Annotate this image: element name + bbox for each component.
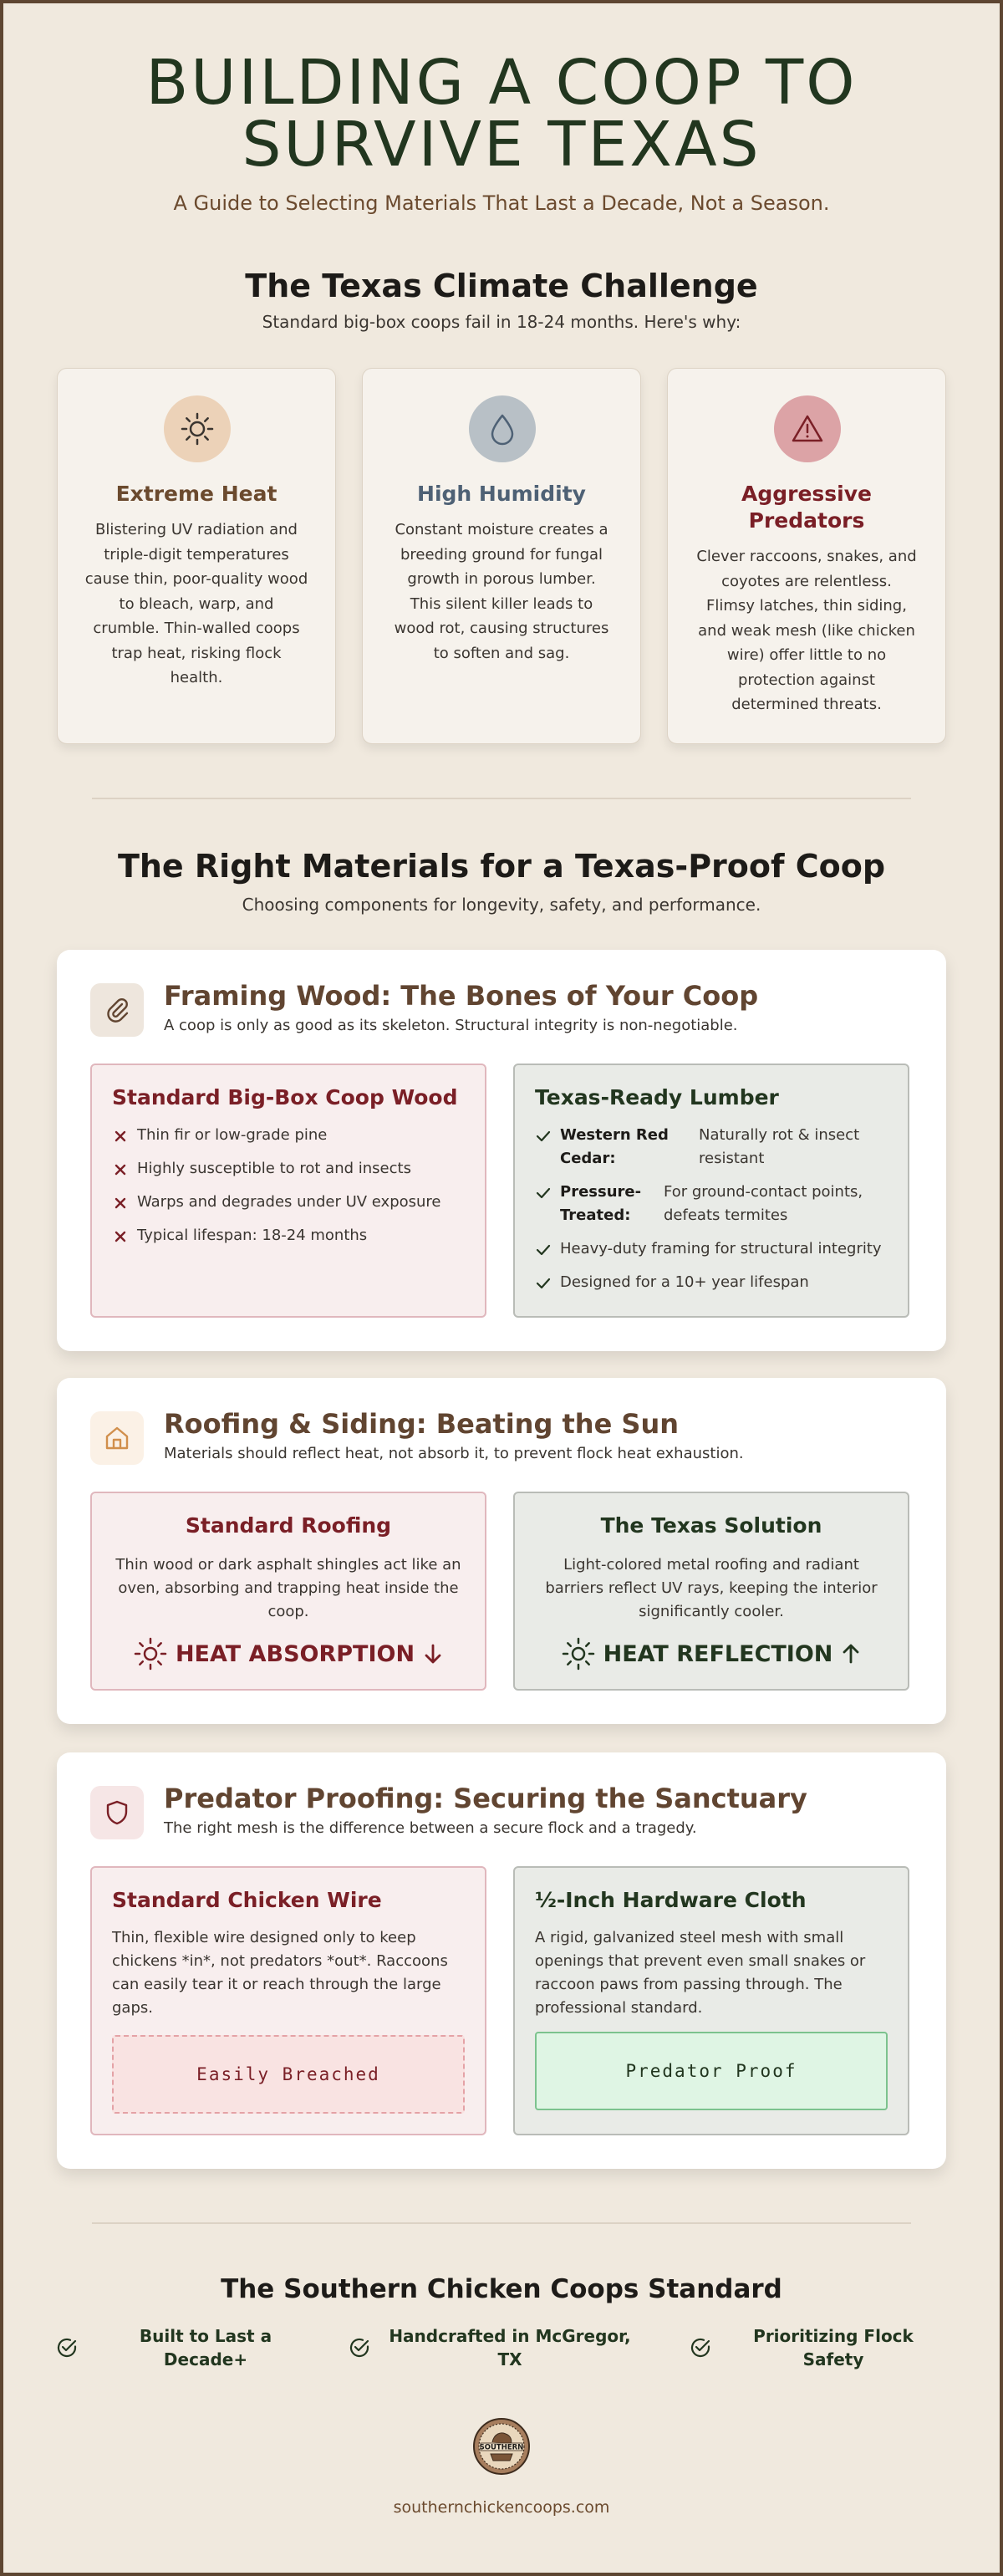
logo-text: SOUTHERN (479, 2443, 524, 2452)
panel-title: Standard Roofing (185, 1513, 392, 1538)
panel-text (535, 1553, 888, 1624)
check-circle-icon (689, 2336, 712, 2359)
climate-card-text (83, 518, 310, 691)
check-icon (535, 1237, 552, 1261)
water-drop-icon (486, 412, 519, 446)
list-item-text (699, 1124, 891, 1171)
x-icon (112, 1157, 129, 1181)
text-line: to soften and sag. (433, 644, 570, 662)
paperclip-icon (104, 997, 130, 1023)
text-line: This silent killer leads to (410, 594, 593, 613)
text-line: raccoon paws from passing through. The (535, 1976, 843, 1993)
text-line: determined threats. (731, 696, 882, 713)
climate-icon-badge (774, 395, 841, 462)
climate-card-text (693, 544, 920, 717)
main-title-line2: SURVIVE TEXAS (242, 109, 761, 181)
text-line: can easily tear it or reach through the large (112, 1976, 441, 1993)
text-line: breeding ground for fungal (400, 545, 603, 564)
standard-item (689, 2324, 990, 2375)
shield-icon (104, 1799, 130, 1826)
roofing-good-panel (513, 1492, 909, 1691)
standard-item-text (729, 2324, 938, 2371)
text-line: resistant (699, 1150, 765, 1167)
predator-card (57, 1752, 946, 2169)
roofing-subtitle: Materials should reflect heat, not absorb it, to prevent flock heat exhaustion. (164, 1445, 744, 1462)
section-divider (92, 798, 911, 799)
text-line: significantly cooler. (639, 1603, 784, 1620)
list-item (535, 1124, 891, 1171)
list-item-label (560, 1124, 694, 1171)
x-icon (112, 1224, 129, 1247)
text-line: gaps. (112, 1999, 153, 2017)
home-icon (104, 1425, 130, 1451)
climate-card-title (685, 481, 929, 534)
panel-title: Standard Chicken Wire (112, 1888, 382, 1912)
label-line: Cedar: (560, 1150, 616, 1167)
easily-breached-demo: Easily Breached (112, 2035, 465, 2114)
text-line: wood rot, causing structures (394, 620, 609, 637)
material-icon-badge (90, 1411, 144, 1465)
roofing-title: Roofing & Siding: Beating the Sun (164, 1408, 680, 1440)
badge-label: HEAT REFLECTION (603, 1640, 833, 1667)
website-url: southernchickencoops.com (393, 2498, 610, 2517)
standard-section-title: The Southern Chicken Coops Standard (221, 2274, 782, 2304)
standard-item-text (105, 2324, 306, 2371)
text-line: defeats termites (664, 1206, 788, 1224)
text-line: wire) offer little to no (726, 646, 887, 664)
main-title (0, 47, 1003, 181)
check-icon (535, 1271, 552, 1294)
list-item-text: Warps and degrades under UV exposure (137, 1193, 441, 1211)
text-line: Naturally rot & insect (699, 1126, 860, 1144)
text-line: TX (497, 2349, 522, 2369)
main-title-line1: BUILDING A COOP TO (145, 47, 858, 119)
heat-absorption-badge (92, 1637, 485, 1671)
sun-icon (181, 412, 214, 446)
text-line: protection against (737, 671, 875, 689)
text-line: barriers reflect UV rays, keeping the interior (545, 1579, 878, 1597)
warning-icon (791, 412, 824, 446)
panel-title: The Texas Solution (600, 1513, 822, 1538)
text-line: A rigid, galvanized steel mesh with small (535, 1929, 844, 1946)
title-line: Predators (748, 508, 865, 533)
list-item-text: Thin fir or low-grade pine (137, 1126, 328, 1144)
climate-section-title: The Texas Climate Challenge (245, 268, 758, 304)
framing-card (57, 950, 946, 1351)
text-line: Flimsy latches, thin siding, (706, 597, 907, 615)
materials-section-title: The Right Materials for a Texas-Proof Coop (117, 848, 886, 885)
materials-section-subtitle: Choosing components for longevity, safety, and performance. (242, 895, 761, 915)
text-line: coyotes are relentless. (721, 572, 892, 590)
roofing-bad-panel (90, 1492, 486, 1691)
text-line: Built to Last a (139, 2326, 272, 2346)
predator-good-panel (513, 1866, 909, 2135)
arrow-up-icon (841, 1642, 861, 1665)
sun-icon (134, 1637, 167, 1671)
text-line: cause thin, poor-quality wood (84, 570, 308, 588)
list-item-text: Typical lifespan: 18-24 months (137, 1227, 368, 1244)
material-icon-badge (90, 983, 144, 1037)
list-item-text: Highly susceptible to rot and insects (137, 1160, 411, 1177)
climate-card-humidity (362, 368, 641, 744)
panel-text (112, 1926, 465, 2020)
text-line: growth in porous lumber. (407, 570, 596, 588)
framing-title: Framing Wood: The Bones of Your Coop (164, 980, 759, 1012)
company-logo (472, 2417, 531, 2476)
climate-card-text (388, 518, 615, 666)
badge-label: HEAT ABSORPTION (175, 1640, 415, 1667)
text-line: oven, absorbing and trapping heat inside the (118, 1579, 459, 1597)
label-line: Western Red (560, 1126, 669, 1144)
standard-item-text (384, 2324, 635, 2371)
text-line: chickens *in*, not predators *out*. Raccoons (112, 1952, 448, 1970)
roofing-card (57, 1378, 946, 1724)
predator-subtitle: The right mesh is the difference between a secure flock and a tragedy. (164, 1819, 697, 1837)
text-line: and weak mesh (like chicken (698, 621, 915, 640)
check-icon (535, 1181, 552, 1204)
framing-good-panel (513, 1064, 909, 1318)
panel-title: Standard Big-Box Coop Wood (112, 1085, 458, 1109)
standard-item (348, 2324, 649, 2375)
sun-icon (562, 1637, 595, 1671)
climate-icon-badge (469, 395, 536, 462)
climate-icon-badge (164, 395, 231, 462)
panel-title: ½-Inch Hardware Cloth (535, 1888, 807, 1912)
arrow-down-icon (423, 1642, 443, 1665)
text-line: Blistering UV radiation and (95, 521, 298, 538)
main-subtitle: A Guide to Selecting Materials That Last a Decade, Not a Season. (173, 191, 830, 215)
title-line: Aggressive (741, 482, 872, 506)
section-divider (92, 2222, 911, 2224)
text-line: trap heat, risking flock (111, 644, 282, 662)
text-line: Light-colored metal roofing and radiant (563, 1556, 859, 1574)
framing-bad-panel (90, 1064, 486, 1318)
text-line: Clever raccoons, snakes, and (696, 548, 917, 565)
check-circle-icon (348, 2336, 371, 2359)
text-line: crumble. Thin-walled coops (93, 620, 300, 637)
label-line: Pressure- (560, 1183, 642, 1201)
text-line: coop. (267, 1603, 309, 1620)
panel-text (535, 1926, 888, 2020)
text-line: For ground-contact points, (664, 1183, 863, 1201)
label-line: Treated: (560, 1206, 631, 1224)
text-line: triple-digit temperatures (104, 545, 289, 564)
text-line: Handcrafted in McGregor, (389, 2326, 631, 2346)
text-line: professional standard. (535, 1999, 703, 2017)
standard-item (55, 2324, 356, 2375)
x-icon (112, 1124, 129, 1147)
list-item-text (664, 1181, 891, 1227)
text-line: openings that prevent even small snakes or (535, 1952, 866, 1970)
text-line: Constant moisture creates a (395, 521, 608, 538)
text-line: Decade+ (163, 2349, 248, 2369)
text-line: Safety (802, 2349, 864, 2369)
climate-card-heat (57, 368, 336, 744)
material-icon-badge (90, 1786, 144, 1839)
climate-section-subtitle: Standard big-box coops fail in 18-24 months. Here's why: (262, 312, 741, 332)
text-line: health. (170, 669, 223, 686)
list-item-text: Designed for a 10+ year lifespan (560, 1273, 809, 1291)
list-item-text: Heavy-duty framing for structural integrity (560, 1240, 882, 1257)
climate-card-predators (667, 368, 946, 744)
heat-reflection-badge (515, 1637, 908, 1671)
climate-card-title: High Humidity (417, 482, 586, 506)
framing-subtitle: A coop is only as good as its skeleton. Structural integrity is non-negotiable. (164, 1017, 738, 1034)
panel-text (112, 1553, 465, 1624)
check-icon (535, 1124, 552, 1147)
x-icon (112, 1191, 129, 1214)
predator-title: Predator Proofing: Securing the Sanctuary (164, 1783, 807, 1814)
text-line: Thin wood or dark asphalt shingles act like an (115, 1556, 461, 1574)
check-circle-icon (55, 2336, 79, 2359)
predator-proof-demo: Predator Proof (535, 2032, 888, 2110)
text-line: to bleach, warp, and (119, 594, 274, 613)
text-line: Thin, flexible wire designed only to keep (112, 1929, 416, 1946)
list-item (535, 1181, 891, 1227)
predator-bad-panel (90, 1866, 486, 2135)
panel-title: Texas-Ready Lumber (535, 1085, 779, 1109)
text-line: Prioritizing Flock (753, 2326, 914, 2346)
climate-card-title: Extreme Heat (115, 482, 277, 506)
